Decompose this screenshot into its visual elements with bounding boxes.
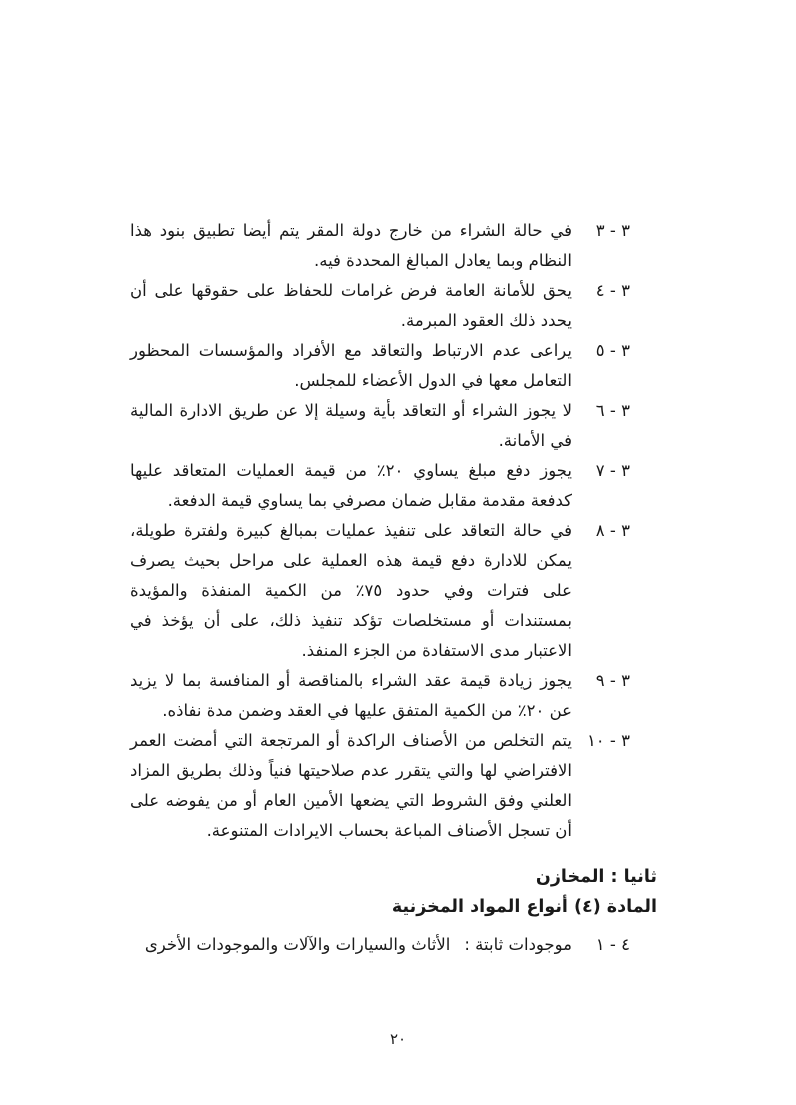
regulation-item [130, 666, 657, 726]
item-number: ٣ - ٩ [595, 671, 630, 690]
regulation-item [130, 516, 657, 666]
item-text: في حالة التعاقد على تنفيذ عمليات بمبالغ كبيرة ولفترة طويلة، يمكن للادارة دفع قيمة هذه العملية على مراحل بحيث يصرف على فترات وفي حدود ٧٥٪ من الكمية المنفذة والمؤيدة بمستندات أو مستخلصات تؤكد تنفيذ ذلك، على أن يؤخذ في الاعتبار مدى الاستفادة من الجزء المنفذ. [130, 521, 572, 660]
regulations-content [130, 216, 657, 960]
section-heading: ثانيا : المخازن [535, 867, 657, 887]
item-text [130, 930, 572, 960]
item-text: يتم التخلص من الأصناف الراكدة أو المرتجعة التي أمضت العمر الافتراضي لها والتي يتقرر عدم صلاحيتها فنياً وذلك بطريق المزاد العلني وفق الشروط التي يضعها الأمين العام أو من يفوضه على أن تسجل الأصناف المباعة بحساب الايرادات المتنوعة. [130, 731, 572, 840]
item-text: يراعى عدم الارتباط والتعاقد مع الأفراد والمؤسسات المحظور التعامل معها في الدول الأعضاء للمجلس. [130, 341, 572, 390]
item-value: الأثاث والسيارات والآلات والموجودات الأخرى [144, 935, 451, 954]
regulation-item [130, 336, 657, 396]
item-number: ٣ - ٤ [595, 281, 630, 300]
regulation-item [130, 216, 657, 276]
item-number: ٣ - ٥ [595, 341, 630, 360]
item-text: يجوز دفع مبلغ يساوي ٢٠٪ من قيمة العمليات المتعاقد عليها كدفعة مقدمة مقابل ضمان مصرفي بما يساوي قيمة الدفعة. [130, 461, 573, 510]
item-text: يجوز زيادة قيمة عقد الشراء بالمناقصة أو المنافسة بما لا يزيد عن ٢٠٪ من الكمية المتفق عليها في العقد وضمن مدة نفاذه. [130, 671, 572, 720]
article-heading: المادة (٤) أنواع المواد المخزنية [391, 897, 657, 917]
regulation-item [130, 456, 657, 516]
item-text: في حالة الشراء من خارج دولة المقر يتم أيضا تطبيق بنود هذا النظام وبما يعادل المبالغ المحددة فيه. [130, 221, 572, 270]
item-number: ٣ - ٨ [595, 521, 630, 540]
item-number: ٣ - ٧ [595, 461, 630, 480]
item-number: ٣ - ٦ [595, 401, 630, 420]
item-text: لا يجوز الشراء أو التعاقد بأية وسيلة إلا عن طريق الادارة المالية في الأمانة. [130, 401, 572, 450]
item-number: ٤ - ١ [595, 935, 630, 954]
item-number: ٣ - ٣ [595, 221, 630, 240]
regulation-item [130, 396, 657, 456]
regulation-item [130, 726, 657, 846]
page-number: ٢٠ [389, 1030, 407, 1048]
regulation-item [130, 276, 657, 336]
item-text: يحق للأمانة العامة فرض غرامات للحفاظ على حقوقها على أن يحدد ذلك العقود المبرمة. [130, 281, 572, 330]
storage-type-item [130, 930, 657, 960]
item-number: ٣ - ١٠ [586, 731, 630, 750]
item-label: موجودات ثابتة : [464, 935, 572, 954]
